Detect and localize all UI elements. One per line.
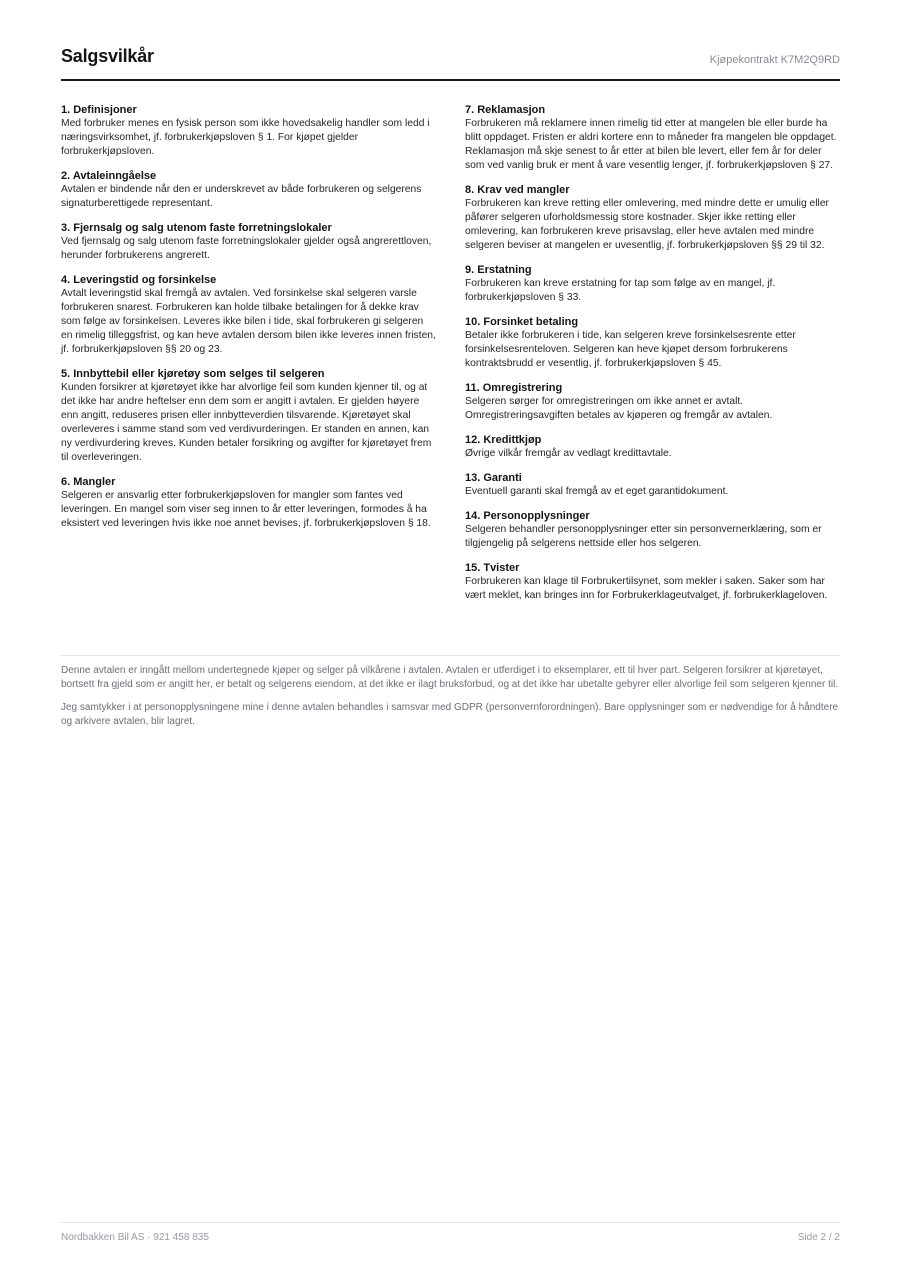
term-mangler xyxy=(61,475,436,531)
terms-column-left xyxy=(61,103,436,541)
term-personopplysninger xyxy=(465,509,840,551)
term-tvister xyxy=(465,561,840,603)
term-heading: 1. Definisjoner xyxy=(61,104,137,116)
contract-reference: Kjøpekontrakt K7M2Q9RD xyxy=(709,54,840,66)
closing-statements xyxy=(61,664,840,738)
term-definisjoner xyxy=(61,103,436,159)
term-heading: 7. Reklamasjon xyxy=(465,104,546,116)
term-heading: 4. Leveringstid og forsinkelse xyxy=(61,274,217,286)
section-divider xyxy=(61,655,840,656)
term-krav-ved-mangler xyxy=(465,183,840,253)
term-body: Betaler ikke forbrukeren i tide, kan selgeren kreve forsinkelsesrente etter forsinkelsesrenteloven. Selgeren kan heve kjøpet dersom forbrukerens kontraktsbrudd er vesentlig, jf. forbrukerkjøpsloven § 45. xyxy=(465,330,796,369)
term-avtaleinngaaelse xyxy=(61,169,436,211)
term-body: Øvrige vilkår fremgår av vedlagt kredittavtale. xyxy=(465,448,672,459)
term-heading: 8. Krav ved mangler xyxy=(465,184,570,196)
page-header xyxy=(61,44,840,81)
term-heading: 11. Omregistrering xyxy=(465,382,563,394)
term-garanti xyxy=(465,471,840,499)
term-fjernsalg xyxy=(61,221,436,263)
term-heading: 14. Personopplysninger xyxy=(465,510,590,522)
term-heading: 2. Avtaleinngåelse xyxy=(61,170,157,182)
term-body: Forbrukeren kan kreve retting eller omlevering, med mindre dette er umulig eller påfører selgeren uforholdsmessig store kostnader. Skjer ikke retting eller omlevering, kan forbrukeren kreve prisavslag, eller heve avtalen med mindre selgeren beviser at mangelen er uvesentlig, jf. forbrukerkjøpsloven §§ 29 til 32. xyxy=(465,198,829,251)
term-heading: 6. Mangler xyxy=(61,476,116,488)
term-heading: 5. Innbyttebil eller kjøretøy som selges til selgeren xyxy=(61,368,325,380)
term-innbyttebil xyxy=(61,367,436,465)
term-leveringstid xyxy=(61,273,436,357)
term-body: Avtalt leveringstid skal fremgå av avtalen. Ved forsinkelse skal selgeren varsle forbrukeren snarest. Forbrukeren kan holde tilbake betalingen for å dekke krav som følge av forsinkelsen. Leveres ikke bilen i tide, skal forbrukeren gi selgeren en rimelig tilleggsfrist, og kan heve avtalen dersom bilen ikke leveres innen fristen, jf. forbrukerkjøpsloven §§ 20 og 23. xyxy=(61,288,436,355)
agreement-statement: Denne avtalen er inngått mellom undertegnede kjøper og selger på vilkårene i avtalen. Avtalen er utferdiget i to eksemplarer, ett til hver part. Selgeren forsikrer at kjøretøyet, bortsett fra gjeld som er angitt her, er betalt og selgerens eiendom, at det ikke er ilagt bruksforbud, og at det ikke har ubetalte gebyrer eller alvorlige feil som selgeren kjenner til. xyxy=(61,665,839,690)
term-body: Forbrukeren må reklamere innen rimelig tid etter at mangelen ble eller burde ha blitt oppdaget. Fristen er aldri kortere enn to måneder fra mangelen ble oppdaget. Reklamasjon må skje senest to år etter at bilen ble levert, eller fem år for deler som ved vanlig bruk er ment å vare vesentlig lenger, jf. forbrukerkjøpsloven § 27. xyxy=(465,118,837,171)
term-body: Selgeren er ansvarlig etter forbrukerkjøpsloven for mangler som fantes ved leveringen. En mangel som viser seg innen to år etter leveringen, formodes å ha eksistert ved leveringen hvis ikke noe annet bevises, jf. forbrukerkjøpsloven § 18. xyxy=(61,490,431,529)
term-omregistrering xyxy=(465,381,840,423)
term-body: Kunden forsikrer at kjøretøyet ikke har alvorlige feil som kunden kjenner til, og at det ikke har andre heftelser enn dem som er angitt i avtalen. Er gjelden høyere enn angitt, reduseres prisen eller innbytteverdien tilsvarende. Kjøretøyet skal overleveres i samme stand som ved verdivurderingen. Er standen en annen, kan ny verdivurdering kreves. Kunden betaler forsikring og avgifter for kjøretøyet frem til overleveringen. xyxy=(61,382,432,463)
term-body: Eventuell garanti skal fremgå av et eget garantidokument. xyxy=(465,486,729,497)
term-heading: 10. Forsinket betaling xyxy=(465,316,579,328)
term-body: Avtalen er bindende når den er underskrevet av både forbrukeren og selgerens signaturberettigede representant. xyxy=(61,184,422,209)
footer-company: Nordbakken Bil AS · 921 458 835 xyxy=(61,1232,209,1243)
page-number: Side 2 / 2 xyxy=(797,1232,840,1243)
contract-page xyxy=(61,0,840,1274)
term-heading: 13. Garanti xyxy=(465,472,522,484)
term-heading: 15. Tvister xyxy=(465,562,520,574)
gdpr-consent-statement: Jeg samtykker i at personopplysningene mine i denne avtalen behandles i samsvar med GDPR (personvernforordningen). Bare opplysninger som er nødvendige for å håndtere og arkivere avtalen, blir lagret. xyxy=(61,702,839,727)
term-body: Selgeren behandler personopplysninger etter sin personvernerklæring, som er tilgjengelig på selgerens nettside eller hos selgeren. xyxy=(465,524,822,549)
term-heading: 3. Fjernsalg og salg utenom faste forretningslokaler xyxy=(61,222,332,234)
term-body: Selgeren sørger for omregistreringen om ikke annet er avtalt. Omregistreringsavgiften betales av kjøperen og fremgår av avtalen. xyxy=(465,396,773,421)
term-heading: 9. Erstatning xyxy=(465,264,532,276)
term-body: Forbrukeren kan kreve erstatning for tap som følge av en mangel, jf. forbrukerkjøpsloven § 33. xyxy=(465,278,776,303)
term-forsinket-betaling xyxy=(465,315,840,371)
term-kredittkjop xyxy=(465,433,840,461)
term-body: Ved fjernsalg og salg utenom faste forretningslokaler gjelder også angrerettloven, herunder forbrukerens angrerett. xyxy=(61,236,432,261)
terms-column-right xyxy=(465,103,840,613)
term-heading: 12. Kredittkjøp xyxy=(465,434,542,446)
term-body: Forbrukeren kan klage til Forbrukertilsynet, som mekler i saken. Saker som har vært meklet, kan bringes inn for Forbrukerklageutvalget, jf. forbrukerklageloven. xyxy=(465,576,828,601)
term-reklamasjon xyxy=(465,103,840,173)
term-body: Med forbruker menes en fysisk person som ikke hovedsakelig handler som ledd i næringsvirksomhet, jf. forbrukerkjøpsloven § 1. For kjøpet gjelder forbrukerkjøpsloven. xyxy=(61,118,430,157)
term-erstatning xyxy=(465,263,840,305)
page-title: Salgsvilkår xyxy=(61,46,154,66)
page-footer xyxy=(61,1222,840,1253)
